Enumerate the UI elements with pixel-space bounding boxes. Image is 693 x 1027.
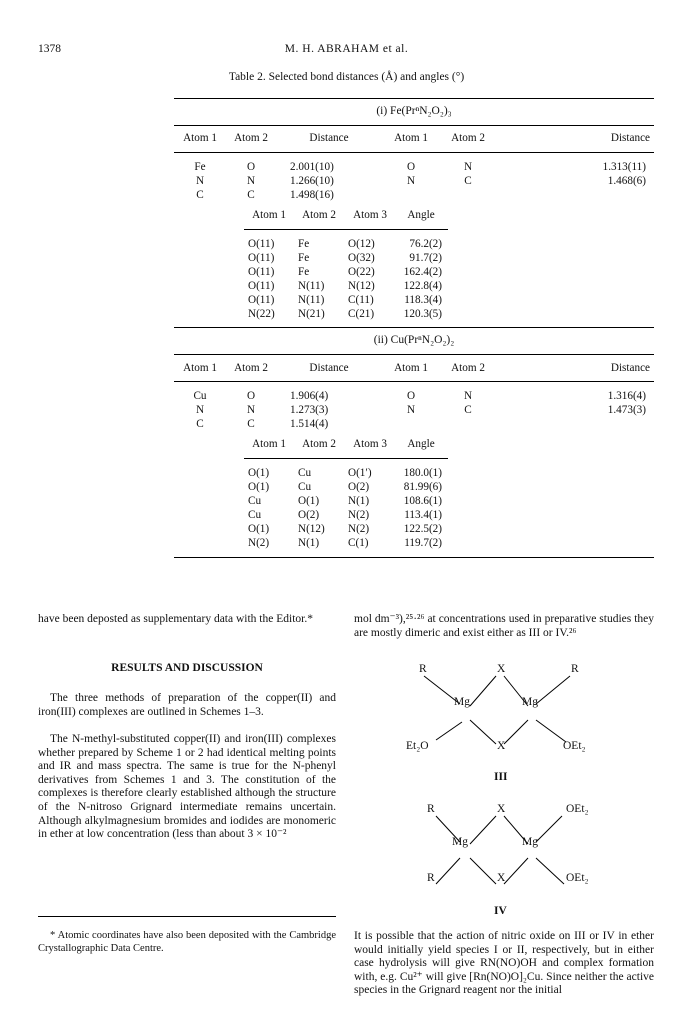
table-caption: Table 2. Selected bond distances (Å) and angles (°) [228, 71, 465, 83]
angle-cell: Cu [248, 495, 262, 507]
table-bottom-rule [174, 557, 654, 558]
distance-cell: 1.514(4) [290, 418, 329, 430]
distance-cell [496, 188, 654, 202]
angle-cell: N(1) [348, 495, 370, 507]
distance-cell [496, 417, 654, 431]
rule [174, 354, 654, 355]
page-number: 1378 [38, 43, 61, 55]
angle-cell: O(1) [248, 467, 270, 479]
angle-cell: C(1) [348, 537, 369, 549]
table-part1-title: (i) Fe(PrⁿN₂O₂)₃ [376, 105, 452, 117]
footnote: * Atomic coordinates have also been deposited with the Cambridge Crystallographic Data Centre. [38, 930, 336, 954]
angle-cell: O(2) [298, 509, 320, 521]
atom-label: X [497, 803, 506, 815]
atom-label: Mg [522, 836, 538, 848]
angle-cell: Fe [298, 252, 310, 264]
atom-label: OEt₂ [566, 872, 589, 884]
angle-cell: N(2) [248, 537, 270, 549]
distance-cell: N [246, 175, 256, 187]
angle-cell: N(12) [298, 523, 325, 535]
angle-cell: O(1) [298, 495, 320, 507]
angle-cell: Cu [298, 467, 312, 479]
distance-cell: Fe [194, 161, 206, 173]
angle-cell: Fe [298, 238, 310, 250]
paragraph: The three methods of preparation of the copper(II) and iron(III) complexes are outlined in Schemes 1–3. [38, 692, 336, 718]
table-top-rule [174, 98, 654, 99]
angle-cell: 113.4(1) [404, 509, 442, 521]
atom-label: X [497, 872, 506, 884]
angle-cell: 119.7(2) [404, 537, 442, 549]
right-paragraph: It is possible that the action of nitric oxide on III or IV in ether would initially yield species I or II, respectively, but in either case hydrolysis will give RN(NO)OH and complex formation with, e.g. Cu²⁺ will give [Rn(NO)O]₂Cu. Since neither the active species in the Grignard reagent nor the initial [354, 930, 654, 997]
angle-cell: N(12) [348, 280, 375, 292]
distance-cell: 1.313(11) [602, 161, 646, 173]
angle-cell: Fe [298, 266, 310, 278]
angle-cell: O(11) [248, 294, 275, 306]
distance-cell: O [246, 161, 256, 173]
rule [244, 229, 448, 230]
running-head: M. H. ABRAHAM et al. [284, 43, 409, 55]
distance-cell [440, 188, 496, 202]
angle-cell: 81.99(6) [403, 481, 442, 493]
left-intro: have been deposted as supplementary data with the Editor.* [38, 613, 313, 625]
rule [174, 327, 654, 328]
distance-cell: 1.316(4) [607, 390, 646, 402]
distance-cell: 1.906(4) [290, 390, 329, 402]
angle-cell: 122.5(2) [403, 523, 442, 535]
angle-cell: O(2) [348, 481, 370, 493]
distance-cell: 1.473(3) [607, 404, 646, 416]
angle-cell: Cu [248, 509, 262, 521]
angle-cell: O(1′) [348, 467, 372, 479]
distance-cell: N [463, 390, 473, 402]
angle-cell: C(21) [348, 308, 375, 320]
angle-table-2 [244, 466, 456, 550]
atom-label: Mg [522, 696, 538, 708]
atom-label: R [427, 872, 435, 884]
angle-cell: N(1) [298, 537, 320, 549]
angle-cell: 162.4(2) [403, 266, 442, 278]
angle-cell: O(1) [248, 523, 270, 535]
distance-cell: C [464, 404, 472, 416]
distance-cell: N [406, 175, 416, 187]
angle-cell: 122.8(4) [403, 280, 442, 292]
atom-label: Mg [454, 696, 470, 708]
atom-label: X [497, 740, 506, 752]
angle-table-1 [244, 237, 456, 321]
distance-cell: N [246, 404, 256, 416]
angle-cell: N(2) [348, 509, 370, 521]
angle-cell: O(22) [348, 266, 375, 278]
structure-IV-bonds [400, 800, 600, 900]
right-intro: mol dm⁻³),²⁵·²⁶ at concentrations used in preparative studies they are mostly dimeric and exist either as III or IV.²⁶ [354, 613, 654, 639]
distance-cell: 2.001(10) [290, 161, 334, 173]
angle-cell: O(11) [248, 238, 275, 250]
angle-cell: C(11) [348, 294, 374, 306]
distance-cell: N [195, 404, 205, 416]
distance-table-1 [174, 160, 654, 202]
distance-cell [382, 417, 440, 431]
distance-cell: C [196, 418, 204, 430]
angle-cell: Cu [298, 481, 312, 493]
distance-cell: O [406, 390, 416, 402]
distance-cell: C [247, 418, 255, 430]
distance-cell: C [247, 189, 255, 201]
angle-cell: O(12) [348, 238, 375, 250]
angle-cell: O(11) [248, 252, 275, 264]
rule [174, 381, 654, 382]
angle-cell: O(32) [348, 252, 375, 264]
distance-cell: N [195, 175, 205, 187]
distance-cell: N [463, 161, 473, 173]
rule [174, 152, 654, 153]
atom-label: R [427, 803, 435, 815]
angle-header-1: Atom 1 Atom 2 Atom 3 Angle [252, 209, 435, 221]
atom-label: R [571, 663, 579, 675]
distance-cell [382, 188, 440, 202]
footnote-rule [38, 916, 336, 917]
angle-cell: 120.3(5) [403, 308, 442, 320]
angle-cell: N(21) [298, 308, 325, 320]
distance-cell: Cu [193, 390, 207, 402]
distance-cell: O [246, 390, 256, 402]
distance-header-1: Atom 1 Atom 2 Distance Atom 1 Atom 2 Distance [183, 132, 650, 144]
atom-label: Mg [452, 836, 468, 848]
table-part2-title: (ii) Cu(PrⁿN₂O₂)₂ [373, 334, 455, 346]
angle-cell: N(22) [248, 308, 275, 320]
angle-cell: N(2) [348, 523, 370, 535]
atom-label: R [419, 663, 427, 675]
angle-cell: 108.6(1) [403, 495, 442, 507]
distance-cell: 1.273(3) [290, 404, 329, 416]
angle-cell: 91.7(2) [409, 252, 442, 264]
distance-cell: C [464, 175, 472, 187]
angle-cell: O(11) [248, 280, 275, 292]
structure-label: IV [494, 905, 507, 917]
distance-cell: O [406, 161, 416, 173]
angle-cell: 180.0(1) [403, 467, 442, 479]
distance-cell: C [196, 189, 204, 201]
angle-cell: N(11) [298, 294, 325, 306]
distance-cell: 1.266(10) [290, 175, 334, 187]
distance-header-2: Atom 1 Atom 2 Distance Atom 1 Atom 2 Distance [183, 362, 650, 374]
angle-header-2: Atom 1 Atom 2 Atom 3 Angle [252, 438, 435, 450]
atom-label: OEt₂ [566, 803, 589, 815]
atom-label: OEt₂ [563, 740, 586, 752]
distance-table-2 [174, 389, 654, 431]
rule [244, 458, 448, 459]
distance-cell: 1.498(16) [290, 189, 334, 201]
section-heading: RESULTS AND DISCUSSION [111, 662, 263, 674]
paragraph: The N-methyl-substituted copper(II) and iron(III) complexes whether prepared by Scheme 1 or 2 had identical melting points and IR and mass spectra. The same is true for the N-phenyl derivatives from Schemes 1 and 3. The constitution of the complexes is therefore clearly established although the structure of the N-nitroso Grignard intermediate remains uncertain. Although alkylmagnesium bromides and iodides are monomeric in ether at low concentration (less than about 3 × 10⁻² [38, 733, 336, 841]
atom-label: X [497, 663, 506, 675]
angle-cell: O(1) [248, 481, 270, 493]
distance-cell: 1.468(6) [607, 175, 646, 187]
angle-cell: 76.2(2) [409, 238, 442, 250]
structure-label: III [494, 771, 508, 783]
rule [174, 125, 654, 126]
distance-cell: N [406, 404, 416, 416]
atom-label: Et₂O [406, 740, 429, 752]
distance-cell [440, 417, 496, 431]
angle-cell: 118.3(4) [404, 294, 442, 306]
angle-cell: N(11) [298, 280, 325, 292]
angle-cell: O(11) [248, 266, 275, 278]
